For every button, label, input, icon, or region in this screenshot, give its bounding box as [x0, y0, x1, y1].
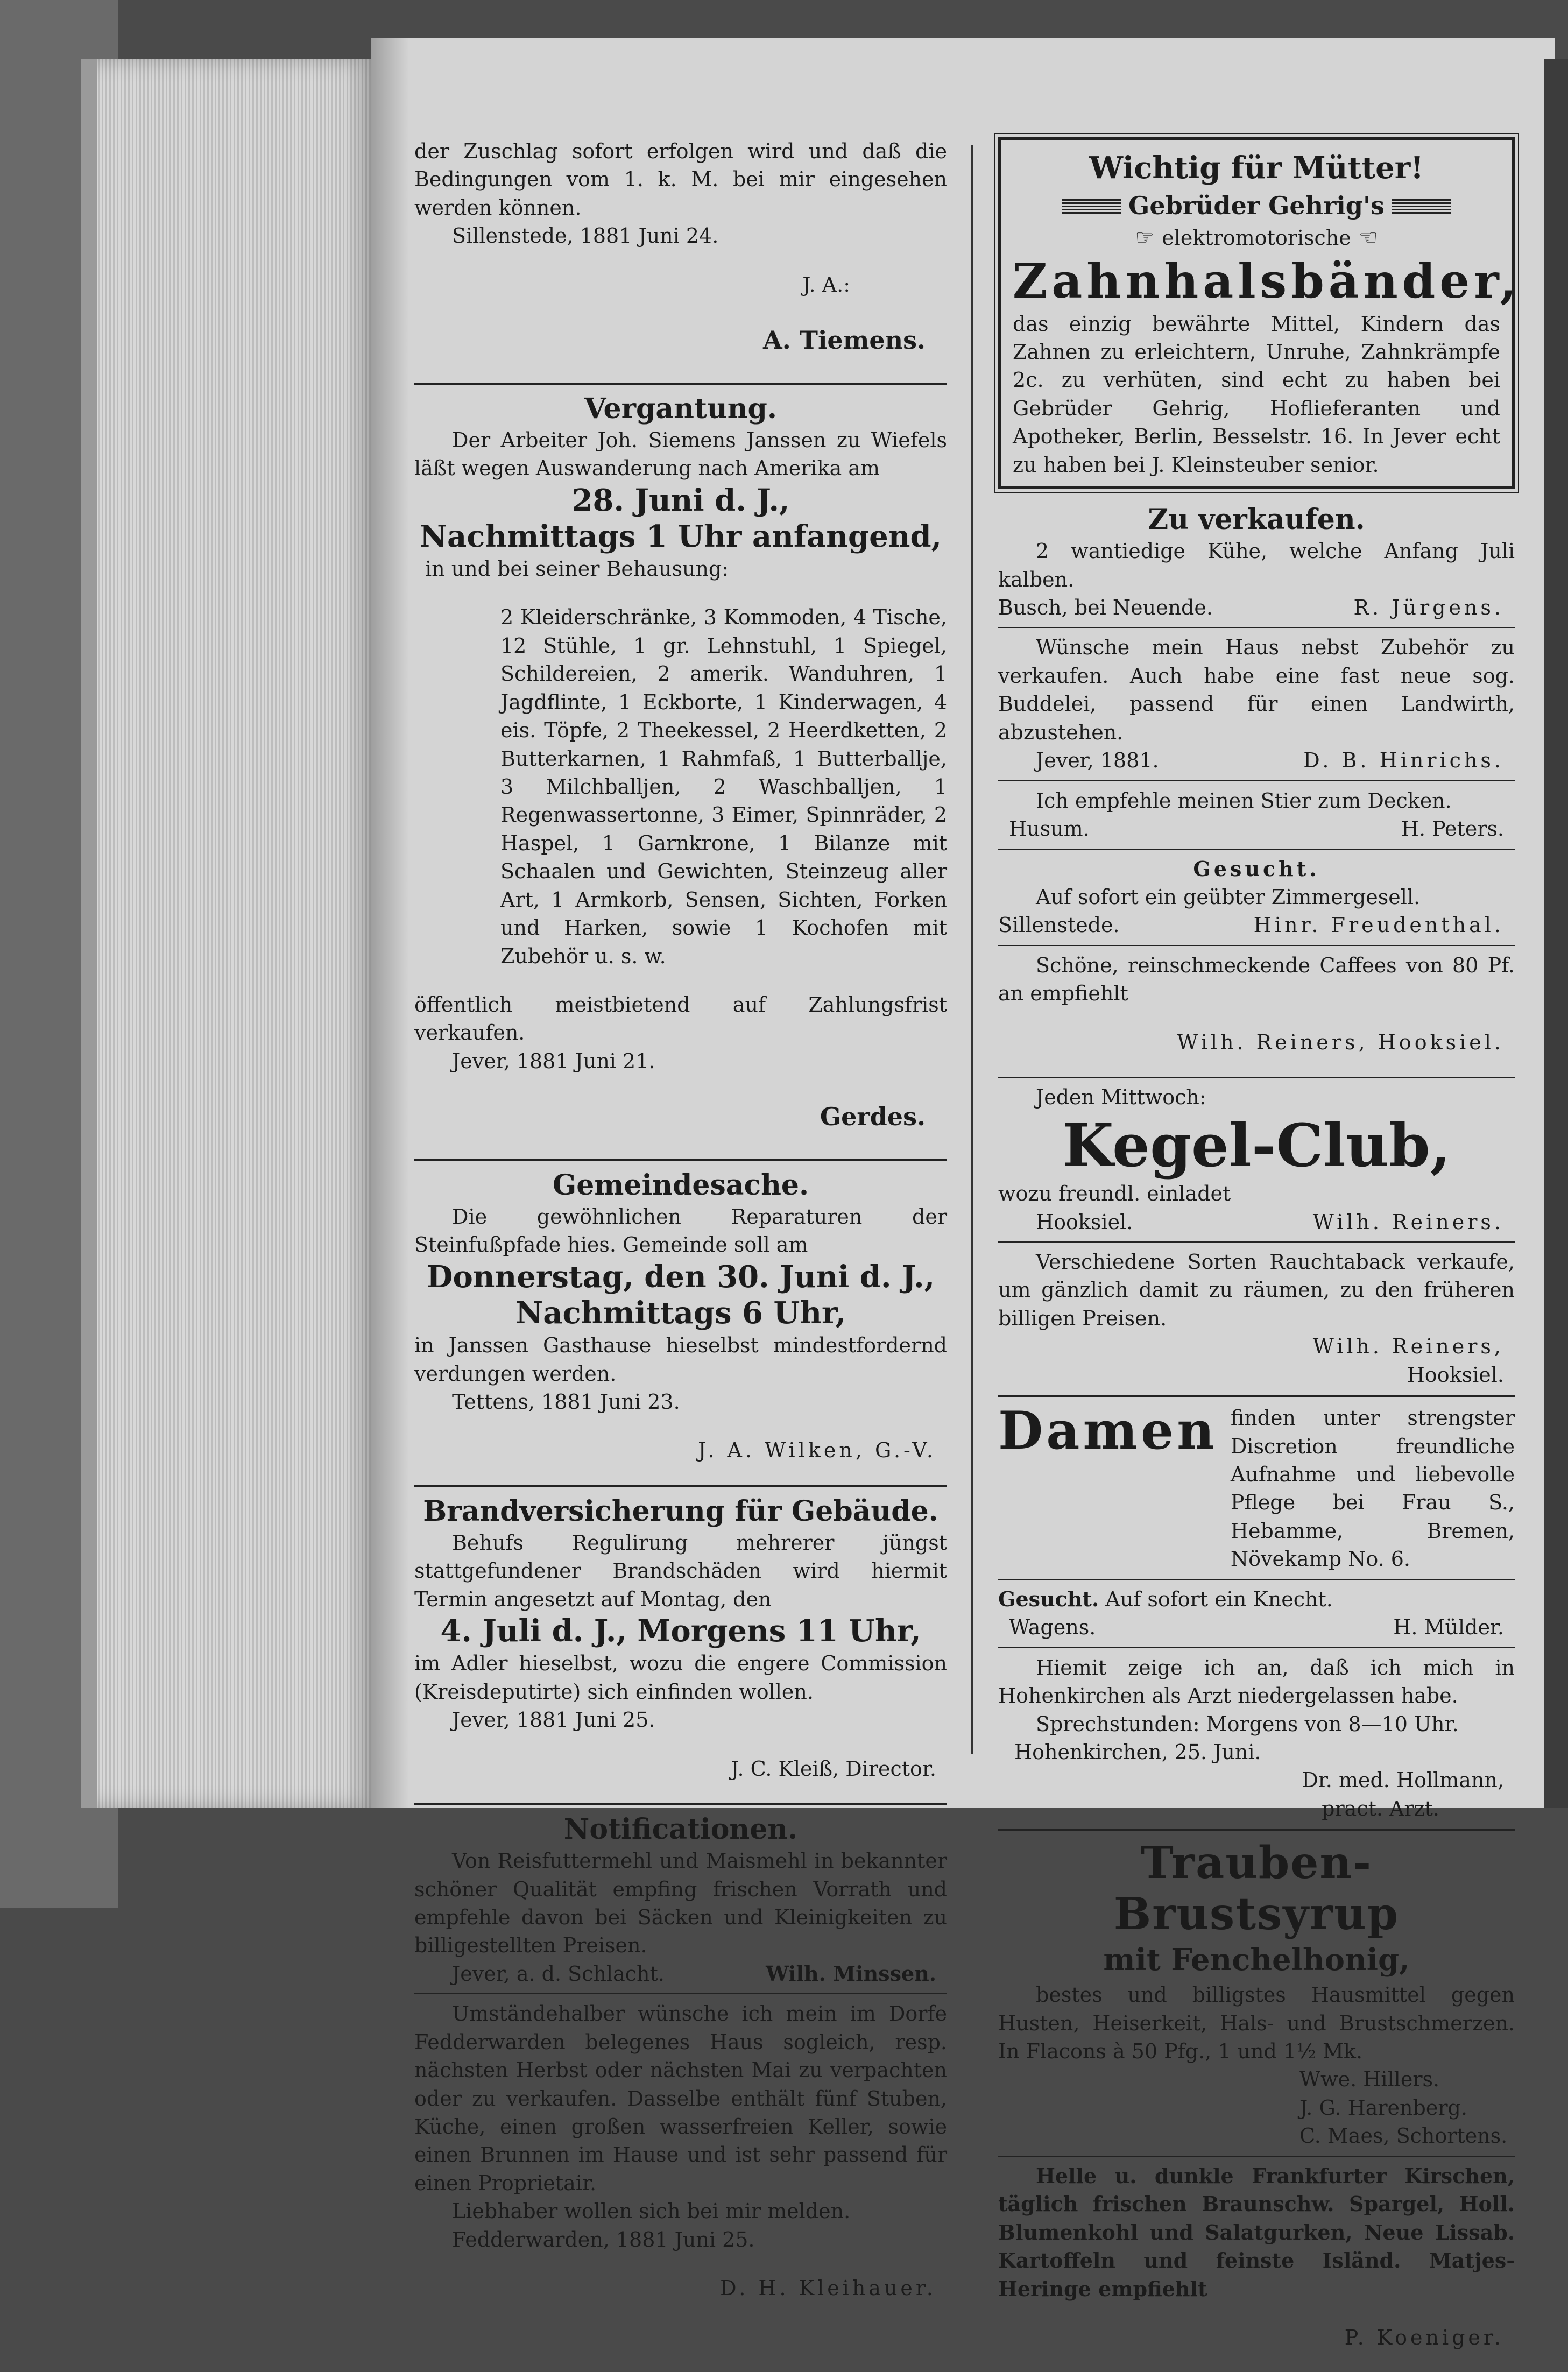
ad-date: 4. Juli d. J., Morgens 11 Uhr, [440, 1613, 921, 1649]
ad-signature: P. Koeniger. [1344, 2325, 1504, 2349]
divider [414, 1159, 947, 1161]
divider [998, 1829, 1515, 1831]
ad-place: Husum. [1009, 817, 1090, 841]
ad-location: in und bei seiner Behausung: [425, 556, 729, 581]
ad-text: Helle u. dunkle Frankfurter Kirschen, täglich frischen Braunschw. Spargel, Holl. Blumenkohl und Salatgurken, Neue Lissab. Kartoffeln und feinste Isländ. Matjes-Heringe empfiehlt [998, 2163, 1515, 2301]
ad-zu-verkaufen [998, 502, 1515, 622]
ad-signature: Wilh. Reiners, Hooksiel. [1177, 1030, 1504, 1054]
ad-signature: R. Jürgens. [1353, 596, 1504, 620]
ad-title: Gesucht. [998, 1586, 1099, 1611]
ad-title: Wichtig für Mütter! [1089, 150, 1424, 186]
ornament-bars [1392, 199, 1451, 214]
ad-arzt [998, 1654, 1515, 1823]
ad-signature-2: pract. Arzt. [1322, 1796, 1439, 1820]
ad-signature: H. Mülder. [1393, 1615, 1504, 1640]
divider [998, 1241, 1515, 1243]
ad-place: Hohenkirchen, 25. Juni. [1014, 1740, 1261, 1764]
pointing-hand-icon: ☜ [1358, 225, 1378, 250]
ad-subtitle: mit Fenchelhonig, [1103, 1942, 1410, 1978]
ad-signature: D. B. Hinrichs. [1303, 749, 1504, 773]
ad-rauchtaback [998, 1248, 1515, 1389]
divider [414, 1485, 947, 1487]
ad-ia: J. A.: [802, 272, 850, 296]
ad-text-2: Liebhaber wollen sich bei mir melden. [452, 2199, 851, 2223]
ad-seller-2: J. G. Harenberg. [1299, 2095, 1467, 2120]
ad-gemeindesache [414, 1168, 947, 1465]
ad-pretext: Jeden Mittwoch: [1036, 1085, 1206, 1110]
divider [998, 2156, 1515, 2157]
ad-place: Jever, 1881 Juni 21. [452, 1049, 655, 1073]
divider [998, 1647, 1515, 1648]
ad-trauben-brustsyrup [998, 1838, 1515, 2150]
ad-brandversicherung [414, 1494, 947, 1783]
ad-seller-3: C. Maes, Schortens. [1299, 2124, 1508, 2148]
divider [998, 1077, 1515, 1078]
ad-text: Von Reisfuttermehl und Maismehl in bekannter schöner Qualität empfing frischen Vorrath und empfehle davon bei Säcken und Kleinigkeiten zu billigestellten Preisen. [414, 1849, 947, 1958]
ad-text: bestes und billigstes Hausmittel gegen Husten, Heiserkeit, Hals- und Brustschmerzen. In Flacons à 50 Pfg., 1 und 1½ Mk. [998, 1983, 1515, 2063]
ad-signature-2: Hooksiel. [1407, 1363, 1504, 1387]
divider [998, 945, 1515, 946]
ad-title: Brandversicherung für Gebäude. [423, 1494, 938, 1528]
page-gutter-shadow [371, 38, 409, 1808]
ad-tail: öffentlich meistbietend auf Zahlungsfrist verkaufen. [414, 993, 947, 1045]
ad-signature: J. C. Kleiß, Director. [731, 1756, 936, 1781]
divider [414, 383, 947, 385]
column-divider [971, 145, 973, 1754]
ad-vergantung [414, 391, 947, 1134]
ad-tail: im Adler hieselbst, wozu die engere Commission (Kreisdeputirte) sich einfinden wollen. [414, 1651, 947, 1704]
ad-text: Hiemit zeige ich an, daß ich mich in Hohenkirchen als Arzt niedergelassen habe. [998, 1655, 1515, 1708]
ad-brand: Gebrüder Gehrig's [1128, 191, 1385, 221]
right-column [998, 137, 1521, 2372]
divider [414, 1803, 947, 1805]
ad-title: Kegel-Club, [1062, 1110, 1451, 1180]
ad-title: Gemeindesache. [552, 1168, 809, 1202]
ad-place: Fedderwarden, 1881 Juni 25. [452, 2227, 755, 2251]
ad-signature: Wilh. Minssen. [766, 1961, 936, 1986]
ad-intro: Behufs Regulirung mehrerer jüngst stattgefundener Brandschäden wird hiermit Termin angesetzt auf Montag, den [414, 1530, 947, 1611]
ad-kirschen [998, 2162, 1515, 2352]
ad-title: Gesucht. [1193, 856, 1320, 881]
ad-signature: Gerdes. [820, 1102, 926, 1132]
ad-stier [998, 787, 1515, 843]
divider [998, 849, 1515, 850]
ad-text: Wünsche mein Haus nebst Zubehör zu verkaufen. Auch habe eine fast neue sog. Buddelei, passend für einen Landwirth, abzustehen. [998, 636, 1515, 744]
ad-place: Wagens. [1009, 1615, 1096, 1640]
divider [998, 1579, 1515, 1580]
left-column [414, 137, 947, 2323]
book-cover-edge [81, 59, 97, 1808]
divider [998, 780, 1515, 781]
ad-signature: J. A. Wilken, G.-V. [698, 1438, 936, 1463]
divider [998, 1395, 1515, 1397]
ad-place: Busch, bei Neuende. [998, 596, 1213, 620]
ad-date: Donnerstag, den 30. Juni d. J., [426, 1259, 935, 1295]
ad-text: wozu freundl. einladet [998, 1182, 1231, 1206]
ad-haus-fedderwarden [414, 2000, 947, 2302]
ad-title: Damen [998, 1400, 1218, 1462]
ad-text: Schöne, reinschmeckende Caffees von 80 Pf. an empfiehlt [998, 953, 1515, 1006]
ad-place: Sillenstede. [998, 913, 1120, 937]
ad-text-2: Sprechstunden: Morgens von 8—10 Uhr. [1036, 1712, 1459, 1736]
ad-place: Sillenstede, 1881 Juni 24. [452, 224, 719, 248]
ad-tiemens [414, 137, 947, 358]
ad-title: Vergantung. [584, 392, 777, 425]
ad-text: Ich empfehle meinen Stier zum Decken. [1036, 788, 1452, 813]
ad-text: Verschiedene Sorten Rauchtaback verkaufe, um gänzlich damit zu räumen, zu den früheren billigen Preisen. [998, 1249, 1515, 1330]
ad-date: 28. Juni d. J., [571, 482, 790, 518]
ad-text: finden unter strengster Discretion freundliche Aufnahme und liebevolle Pflege bei Frau S., Hebamme, Bremen, Növekamp No. 6. [1230, 1406, 1515, 1571]
ad-tail: in Janssen Gasthause hieselbst mindestfordernd verdungen werden. [414, 1333, 947, 1386]
ad-signature: Dr. med. Hollmann, [1302, 1768, 1504, 1792]
book-page-edges [81, 59, 371, 1808]
divider [998, 627, 1515, 628]
right-page-edge [1544, 59, 1568, 1808]
ad-text: Auf sofort ein Knecht. [1105, 1587, 1333, 1611]
ad-text: das einzig bewährte Mittel, Kindern das Zahnen zu erleichtern, Unruhe, Zahnkrämpfe 2c. zu verhüten, sind echt zu haben bei Gebrüder Gehrig, Hoflieferanten und Apotheker, Berlin, Besselstr. 16. In Jever echt zu haben bei J. Kleinsteuber senior. [1013, 312, 1500, 477]
ad-intro: Die gewöhnlichen Reparaturen der Steinfußpfade hies. Gemeinde soll am [414, 1204, 947, 1257]
ad-gesucht-zimmergesell [998, 855, 1515, 940]
ad-text: Auf sofort ein geübter Zimmergesell. [1036, 885, 1421, 909]
ad-notificationen [414, 1812, 947, 1988]
ad-caffees [998, 951, 1515, 1056]
ad-title: Trauben-Brustsyrup [1113, 1837, 1400, 1940]
ad-product: Zahnhalsbänder, [1013, 252, 1521, 309]
ad-haus-jever [998, 633, 1515, 774]
ad-text: 2 wantiedige Kühe, welche Anfang Juli kalben. [998, 539, 1515, 591]
ad-place: Jever, 1881 Juni 25. [452, 1708, 655, 1732]
ad-place: Jever, a. d. Schlacht. [452, 1961, 665, 1986]
ad-place: Jever, 1881. [1036, 749, 1159, 773]
ad-title: Notificationen. [563, 1813, 798, 1846]
ad-kegel-club [998, 1083, 1515, 1236]
ad-gesucht-knecht [998, 1585, 1515, 1642]
ad-signature: H. Peters. [1401, 817, 1504, 841]
ad-zahnhalsbaender-box [998, 137, 1521, 489]
ad-text: der Zuschlag sofort erfolgen wird und daß die Bedingungen vom 1. k. M. bei mir eingesehen werden können. [414, 139, 947, 220]
ad-title: Zu verkaufen. [1148, 503, 1365, 536]
ad-damen [998, 1400, 1515, 1573]
divider [414, 1993, 947, 1994]
ad-time: Nachmittags 1 Uhr anfangend, [419, 518, 942, 554]
ad-signature: Wilh. Reiners, [1312, 1335, 1504, 1359]
ad-item-list: 2 Kleiderschränke, 3 Kommoden, 4 Tische, 12 Stühle, 1 gr. Lehnstuhl, 1 Spiegel, Schildereien, 2 amerik. Wanduhren, 1 Jagdflinte, 1 Eckborte, 1 Kinderwagen, 4 eis. Töpfe, 2 Theekessel, 2 Heerdketten, 2 Butterkarnen, 1 Rahmfaß, 1 Butterballje, 3 Milchballjen, 2 Waschballjen, 1 Regenwassertonne, 3 Eimer, Spinnräder, 2 Haspel, 1 Garnkrone, 1 Bilanze mit Schaalen und Gewichten, Steinzeug aller Art, 1 Armkorb, Sensen, Sichten, Forken und Harken, sowie 1 Kochofen mit Zubehör u. s. w. [500, 605, 947, 968]
ad-subtitle: elektromotorische [1162, 226, 1351, 250]
ornament-bars [1062, 199, 1121, 214]
ad-signature: Hinr. Freudenthal. [1253, 913, 1504, 937]
ad-place: Tettens, 1881 Juni 23. [452, 1389, 680, 1414]
ad-intro: Der Arbeiter Joh. Siemens Janssen zu Wiefels läßt wegen Auswanderung nach Amerika am [414, 428, 947, 481]
ad-text: Umständehalber wünsche ich mein im Dorfe Fedderwarden belegenes Haus sogleich, resp. nächsten Herbst oder nächsten Mai zu verpachten oder zu verkaufen. Dasselbe enthält fünf Stuben, Küche, einen großen wasserfreien Keller, sowie einen Brunnen im Hause und ist sehr passend für einen Proprietair. [414, 2002, 947, 2195]
pointing-hand-icon: ☞ [1135, 225, 1155, 250]
ad-time: Nachmittags 6 Uhr, [515, 1295, 846, 1331]
ad-seller-1: Wwe. Hillers. [1299, 2067, 1440, 2092]
ad-signature: D. H. Kleihauer. [720, 2276, 936, 2300]
ad-signature: Wilh. Reiners. [1312, 1210, 1504, 1234]
ad-signature: A. Tiemens. [763, 326, 926, 355]
ad-place: Hooksiel. [1036, 1210, 1133, 1234]
